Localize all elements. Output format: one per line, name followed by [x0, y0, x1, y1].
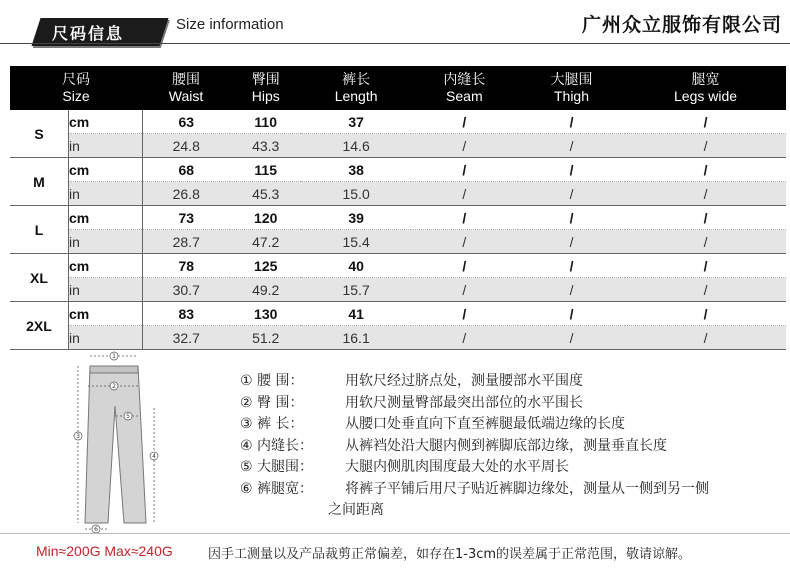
- table-cell: 120: [230, 206, 301, 230]
- table-row: [10, 254, 786, 278]
- marker-2: 2: [112, 383, 116, 390]
- table-row: [10, 182, 786, 206]
- table-cell: 47.2: [230, 230, 301, 254]
- table-row: [10, 158, 786, 182]
- legend-text: 从腰口处垂直向下直至裤腿最低端边缘的长度: [345, 416, 626, 432]
- table-cell: 51.2: [230, 326, 301, 350]
- table-cell: /: [411, 206, 518, 230]
- col-length: [301, 66, 410, 110]
- table-cell: /: [518, 134, 625, 158]
- unit-label: cm: [68, 110, 142, 134]
- table-cell: /: [625, 182, 786, 206]
- header-divider: [0, 43, 790, 44]
- legend-label: 大腿围：: [257, 459, 314, 475]
- col-seam-en: Seam: [446, 88, 483, 104]
- col-length-en: Length: [334, 88, 378, 104]
- table-cell: /: [411, 302, 518, 326]
- table-cell: 115: [230, 158, 301, 182]
- table-row: [10, 134, 786, 158]
- table-cell: /: [518, 206, 625, 230]
- table-cell: 68: [142, 158, 230, 182]
- unit-label: in: [68, 326, 142, 350]
- unit-label: cm: [68, 302, 142, 326]
- legend-item-length: [240, 414, 709, 436]
- table-cell: 14.6: [301, 134, 410, 158]
- table-cell: 41: [301, 302, 410, 326]
- legend-text: 将裤子平铺后用尺子贴近裤脚边缘处，测量从一侧到另一侧: [345, 480, 710, 497]
- legend-text: 大腿内侧肌肉围度最大处的水平周长: [345, 459, 570, 475]
- table-cell: 28.7: [142, 230, 230, 254]
- table-cell: 40: [301, 254, 410, 278]
- table-cell: 37: [301, 110, 410, 134]
- col-seam-zh: 内缝长: [443, 71, 486, 87]
- table-cell: 38: [301, 158, 410, 182]
- table-cell: /: [625, 254, 786, 278]
- table-cell: 78: [142, 254, 230, 278]
- marker-3: 3: [76, 433, 80, 440]
- table-row: [10, 110, 786, 134]
- col-length-zh: 裤长: [342, 71, 371, 87]
- unit-label: cm: [68, 158, 142, 182]
- table-cell: /: [625, 134, 786, 158]
- table-cell: 49.2: [230, 278, 301, 302]
- measurement-note: 因手工测量以及产品裁剪正常偏差，如存在1-3cm的误差属于正常范围，敬请谅解。: [208, 547, 692, 562]
- table-cell: /: [625, 326, 786, 350]
- col-seam: [411, 66, 518, 110]
- header-bar: [0, 0, 790, 52]
- table-cell: 32.7: [142, 326, 230, 350]
- table-cell: 15.0: [301, 182, 410, 206]
- legend-label: 臀 围：: [257, 394, 304, 411]
- table-cell: /: [518, 302, 625, 326]
- table-cell: 83: [142, 302, 230, 326]
- table-cell: /: [625, 206, 786, 230]
- table-cell: /: [518, 158, 625, 182]
- legend-num: ②: [240, 394, 253, 411]
- col-waist: [142, 66, 230, 110]
- col-hips-en: Hips: [251, 88, 280, 104]
- size-information-title: Size information: [176, 16, 284, 33]
- legend-label: 裤 长：: [257, 416, 304, 432]
- table-cell: /: [411, 254, 518, 278]
- legend-text: 用软尺经过脐点处，测量腰部水平围度: [345, 373, 584, 389]
- table-cell: 45.3: [230, 182, 301, 206]
- table-row: [10, 206, 786, 230]
- badge-title: 尺码信息: [52, 24, 125, 43]
- size-label: S: [10, 110, 68, 158]
- legend-num: ⑥: [240, 480, 253, 497]
- unit-label: in: [68, 278, 142, 302]
- footer-divider: [0, 533, 790, 534]
- col-thigh-en: Thigh: [553, 88, 590, 104]
- table-cell: /: [518, 182, 625, 206]
- unit-label: in: [68, 134, 142, 158]
- marker-4: 4: [152, 453, 156, 460]
- size-label: XL: [10, 254, 68, 302]
- table-cell: 16.1: [301, 326, 410, 350]
- col-hips-zh: 臀围: [251, 71, 280, 87]
- table-cell: /: [518, 110, 625, 134]
- size-table-header: [10, 66, 786, 110]
- table-cell: 63: [142, 110, 230, 134]
- table-cell: 110: [230, 110, 301, 134]
- pants-diagram: [68, 348, 168, 534]
- legend-label: 裤腿宽：: [257, 480, 314, 497]
- legend-label: 内缝长：: [257, 437, 314, 454]
- table-cell: 43.3: [230, 134, 301, 158]
- table-cell: 15.4: [301, 230, 410, 254]
- table-cell: 15.7: [301, 278, 410, 302]
- table-cell: 125: [230, 254, 301, 278]
- unit-label: cm: [68, 206, 142, 230]
- size-label: M: [10, 158, 68, 206]
- unit-label: cm: [68, 254, 142, 278]
- table-cell: /: [411, 182, 518, 206]
- size-label: 2XL: [10, 302, 68, 350]
- col-legs-wide-en: Legs wide: [674, 88, 738, 104]
- table-cell: /: [625, 110, 786, 134]
- table-cell: /: [411, 278, 518, 302]
- legend-item-thigh: [240, 457, 709, 479]
- legend-item-legs-wide: [240, 479, 709, 501]
- table-cell: /: [518, 326, 625, 350]
- col-size: [10, 66, 142, 110]
- table-cell: /: [411, 134, 518, 158]
- table-cell: /: [411, 230, 518, 254]
- table-cell: /: [625, 302, 786, 326]
- col-size-zh: 尺码: [62, 71, 90, 87]
- table-cell: 30.7: [142, 278, 230, 302]
- marker-1: 1: [112, 353, 116, 360]
- table-cell: /: [518, 230, 625, 254]
- legend-item-waist: [240, 371, 709, 393]
- legend-item-legs-wide-cont: 之间距离: [328, 502, 384, 518]
- table-cell: 73: [142, 206, 230, 230]
- col-size-en: Size: [62, 88, 90, 104]
- table-row: [10, 326, 786, 350]
- table-cell: 130: [230, 302, 301, 326]
- table-cell: /: [625, 230, 786, 254]
- table-cell: 24.8: [142, 134, 230, 158]
- pants-waistband: [90, 366, 138, 373]
- weight-range: Min≈200G Max≈240G: [36, 543, 173, 559]
- col-hips: [230, 66, 301, 110]
- table-cell: 39: [301, 206, 410, 230]
- size-table-body: [10, 110, 786, 350]
- table-cell: /: [625, 158, 786, 182]
- table-row: [10, 278, 786, 302]
- col-legs-wide-zh: 腿宽: [691, 71, 720, 87]
- legend-text: 从裤裆处沿大腿内侧到裤脚底部边缘，测量垂直长度: [345, 437, 668, 454]
- col-legs-wide: [625, 66, 786, 110]
- table-cell: /: [518, 254, 625, 278]
- marker-5: 5: [126, 413, 130, 420]
- marker-6: 6: [94, 526, 98, 533]
- legend-item-seam: [240, 436, 709, 458]
- table-cell: /: [411, 326, 518, 350]
- size-table: [10, 66, 786, 350]
- unit-label: in: [68, 182, 142, 206]
- legend-num: ③: [240, 416, 253, 432]
- col-thigh-zh: 大腿围: [550, 71, 593, 87]
- legend-num: ①: [240, 373, 253, 389]
- legend-num: ⑤: [240, 459, 253, 475]
- table-row: [10, 302, 786, 326]
- legend-label: 腰 围：: [257, 373, 304, 389]
- col-waist-zh: 腰围: [171, 71, 200, 87]
- table-row: [10, 230, 786, 254]
- legend-item-hips: [240, 393, 709, 415]
- table-cell: /: [411, 158, 518, 182]
- table-cell: /: [625, 278, 786, 302]
- legend-num: ④: [240, 437, 253, 454]
- size-label: L: [10, 206, 68, 254]
- measurement-legend: [240, 371, 709, 522]
- table-cell: 26.8: [142, 182, 230, 206]
- unit-label: in: [68, 230, 142, 254]
- col-waist-en: Waist: [168, 88, 204, 104]
- col-thigh: [518, 66, 625, 110]
- table-cell: /: [518, 278, 625, 302]
- table-cell: /: [411, 110, 518, 134]
- legend-text: 用软尺测量臀部最突出部位的水平围长: [345, 394, 584, 411]
- company-name: 广州众立服饰有限公司: [581, 14, 782, 36]
